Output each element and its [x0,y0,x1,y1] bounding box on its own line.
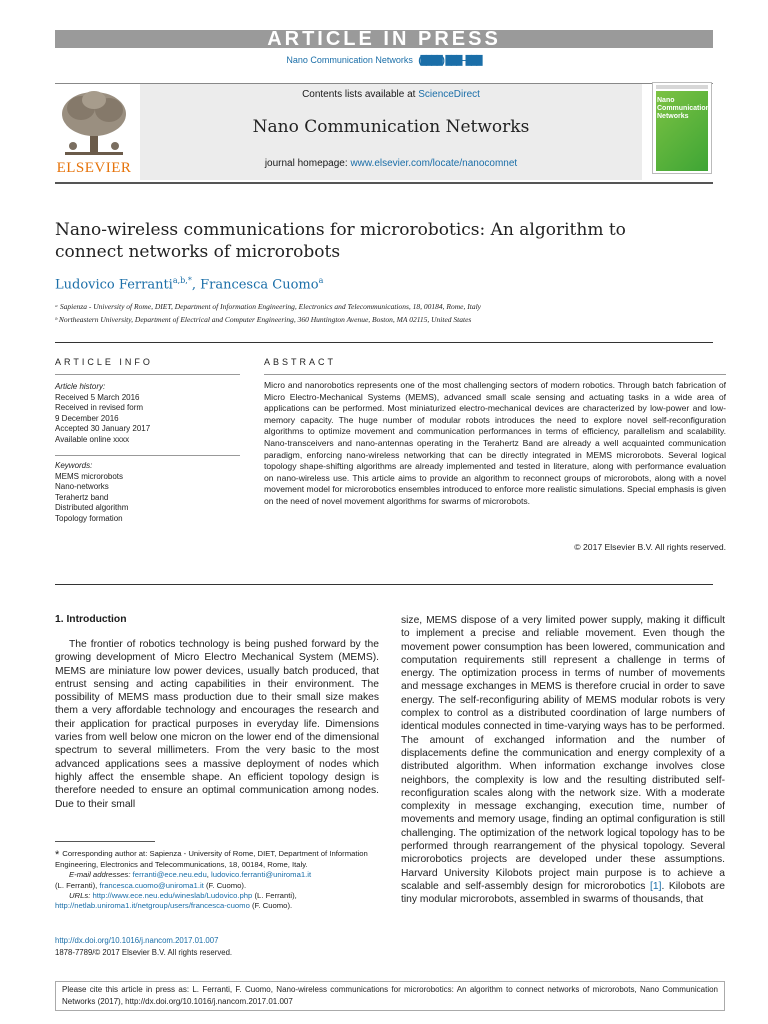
citation-box: Please cite this article in press as: L. Ferranti, F. Cuomo, Nano-wireless communications for microrobotics: An algorithm to connect networks of microrobots, Nano Communication Networks (2017), http://dx.doi.org/10.1016/j.nancom.2017.01.007 [55,981,725,1011]
journal-cover-thumbnail [652,82,712,174]
abstract-bottom-rule [55,584,713,585]
email-link[interactable]: francesca.cuomo@uniroma1.it [99,880,204,890]
history-line: Received in revised form [55,403,144,412]
history-line: Available online xxxx [55,434,130,444]
journal-homepage-line [140,158,642,169]
keyword: Nano-networks [55,482,109,491]
contents-lists-line [140,89,642,100]
history-line: Accepted 30 January 2017 [55,424,151,433]
url-owner: (L. Ferranti), [254,890,297,900]
email-label: E-mail addresses: [69,870,131,880]
keyword: MEMS microrobots [55,471,124,481]
info-heading-rule [55,374,240,375]
cover-header-stripe [656,85,708,89]
abstract-heading-rule [264,374,726,375]
body-text: size, MEMS dispose of a very limited power supply, making it difficult to implement a precise and reliable movement. Even though the movement power consumption has been lowered, communication and computation requirements still represent a challenge in terms of energy. The optimization process in terms of number of movements and message exchanges in MEMS is therefore crucial in order to save energy. The self-reconfiguring ability of MEMS modular robots is very complex to control as a distributed coordination of large numbers of identical modules connected in time-varying ways has to be performed. The amount of exchanged information and the number of displacements define the communication and energy complexity of a distributed algorithm. When information exchange involves close neighbors, the complexity is low and the resulting distributed self-reconfiguration scales along with the network size. With a moderate complexity in message exchanging, execution time, number of movements and memory usage, finding an optimal configuration is still challenging. The optimization of the network logical topology has to be performed through rearrangement of the physical topology. Several microrobotics projects are developed under these assumptions. Harvard University Kilobots project main purpose is to achieve a scalable and self-assembly design for microrobotics [401,615,725,892]
publisher-name: ELSEVIER [56,160,132,176]
email-owner: (L. Ferranti), [55,880,98,890]
section-heading-introduction: 1. Introduction [55,614,127,625]
url-note-cont [55,901,379,911]
journal-title: Nano Communication Networks [252,117,530,137]
abstract-text: Micro and nanorobotics represents one of the most challenging sectors of modern robotics. Through batch fabrication of Micro Electro-Mechanical Systems (MEMS), advanced small scale sensing and actuating tasks in a wide area of applications can be performed. Most miniaturized electro-mechanical devices are characterized by low-power and low-memory capacity. The huge number of modular robots introduces the need to explore novel self-reconfiguration algorithms to optimize movement and communication performances in terms of efficiency, parallelism and scalability. Nano-transceivers and nano-antennas operating in the Terahertz Band are already a well acquainted communication paradigm, enforcing nano-wireless networking that can be directly integrated in MEMS microrobots. Several logical topology shape-shifting algorithms are already implemented and tested in literature, along with performance evaluation on nano-wireless use. This article aims to provide an algorithm to reconnect groups of microrobots, along with a novel movement model for microrobotics ensembles introduced to enforce more realistic simulations. Special emphasis is given on the need of novel movement algorithms for swarms of microrobots. [264,380,726,506]
citation-link[interactable]: [1] [650,880,662,892]
homepage-prefix: journal homepage: [264,158,351,169]
author-affil-marks: a [318,276,324,285]
journal-ref-name: Nano Communication Networks [286,55,413,65]
email-link[interactable]: ludovico.ferranti@uniroma1.it [211,870,312,880]
email-link[interactable]: ferranti@ece.neu.edu [132,870,207,880]
journal-reference [0,55,768,65]
doi-link[interactable]: http://dx.doi.org/10.1016/j.nancom.2017.01.007 [55,936,219,945]
abstract-copyright: © 2017 Elsevier B.V. All rights reserved. [574,542,726,552]
affiliation-a: ᵃ Sapienza - University of Rome, DIET, Department of Information Engineering, Electronics and Telecommunications, 18, 00184, Rome, Italy [55,302,481,311]
affiliation-b: ᵇ Northeastern University, Department of Electrical and Computer Engineering, 360 Huntington Avenue, Boston, MA 02115, United States [55,315,472,324]
history-label: Article history: [55,382,106,391]
article-info-panel [55,382,245,449]
url-link[interactable]: http://www.ece.neu.edu/wineslab/Ludovico.php [92,890,253,900]
keywords-label: Keywords: [55,461,93,470]
email-note: E-mail addresses: ferranti@ece.neu.edu, ludovico.ferranti@uniroma1.it [69,870,312,880]
article-info-heading: ARTICLE INFO [55,357,153,367]
author-list [55,276,323,292]
email-note-cont [55,881,379,891]
history-line: 9 December 2016 [55,413,119,423]
url-link[interactable]: http://netlab.uniroma1.it/netgroup/users/francesca-cuomo [55,901,250,911]
journal-ref-code: (████) ███–███ [418,55,482,65]
corresponding-text: Corresponding author at: Sapienza - University of Rome, DIET, Department of Information Engineering, Electronics and Telecommunications, 18, 00184, Rome, Italy. [55,849,368,870]
keyword: Distributed algorithm [55,503,129,512]
url-owner: (F. Cuomo). [252,901,293,911]
article-history [55,382,245,445]
sciencedirect-link[interactable]: ScienceDirect [418,89,480,100]
author-separator: , [191,277,201,293]
history-line: Received 5 March 2016 [55,392,140,402]
keywords-panel [55,461,245,524]
keyword: Topology formation [55,513,123,523]
author-name[interactable]: Francesca Cuomo [200,277,319,293]
article-title: Nano-wireless communications for microrobotics: An algorithm to connect networks of microrobots [55,220,626,262]
urls-label: URLs: [69,890,91,900]
body-column-left: The frontier of robotics technology is being pushed forward by the growing development of Micro Electro Mechanical System (MEMS). MEMS are miniature low power devices, usually batch produced, that entrust sensing and acting capabilities in their environment. The possibility of MEMS mass production due to their small size makes them a very affordable technology and encourages the research and their application for practical purposes in everyday life. Dimensions varies from well below one micron on the lower end of the dimensional spectrum to several millimeters. From the very basic to the most advanced applications sees a massive deployment of nodes which highly affect the ensemble shape. An efficient topology design is therefore needed to ensure an optimal communication among nodes. Due to their small [55,639,379,810]
issn-line: 1878-7789/© 2017 Elsevier B.V. All rights reserved. [55,948,233,957]
cover-title: Nano Communication Networks [657,97,710,120]
article-in-press-banner: ARTICLE IN PRESS [55,30,713,48]
footnote-star: * [55,849,60,861]
header-bottom-rule [55,182,713,184]
url-note [55,891,379,901]
footnote-rule [55,841,155,842]
corresponding-author-note [55,849,379,870]
info-top-rule [55,342,713,343]
body-text: . Kilobots are tiny modular microrobots, assembled in swarms of thousands, that [401,880,725,906]
info-mid-rule [55,455,240,456]
footnotes [55,849,379,911]
author-affil-marks: a,b,* [172,276,192,285]
email-owner: (F. Cuomo). [205,880,247,890]
keyword: Terahertz band [55,492,109,502]
author-name[interactable]: Ludovico Ferranti [55,277,173,293]
abstract-heading: ABSTRACT [264,357,337,367]
journal-homepage-link[interactable]: www.elsevier.com/locate/nanocomnet [350,158,518,169]
contents-prefix: Contents lists available at [302,89,419,100]
body-column-right [401,614,725,907]
